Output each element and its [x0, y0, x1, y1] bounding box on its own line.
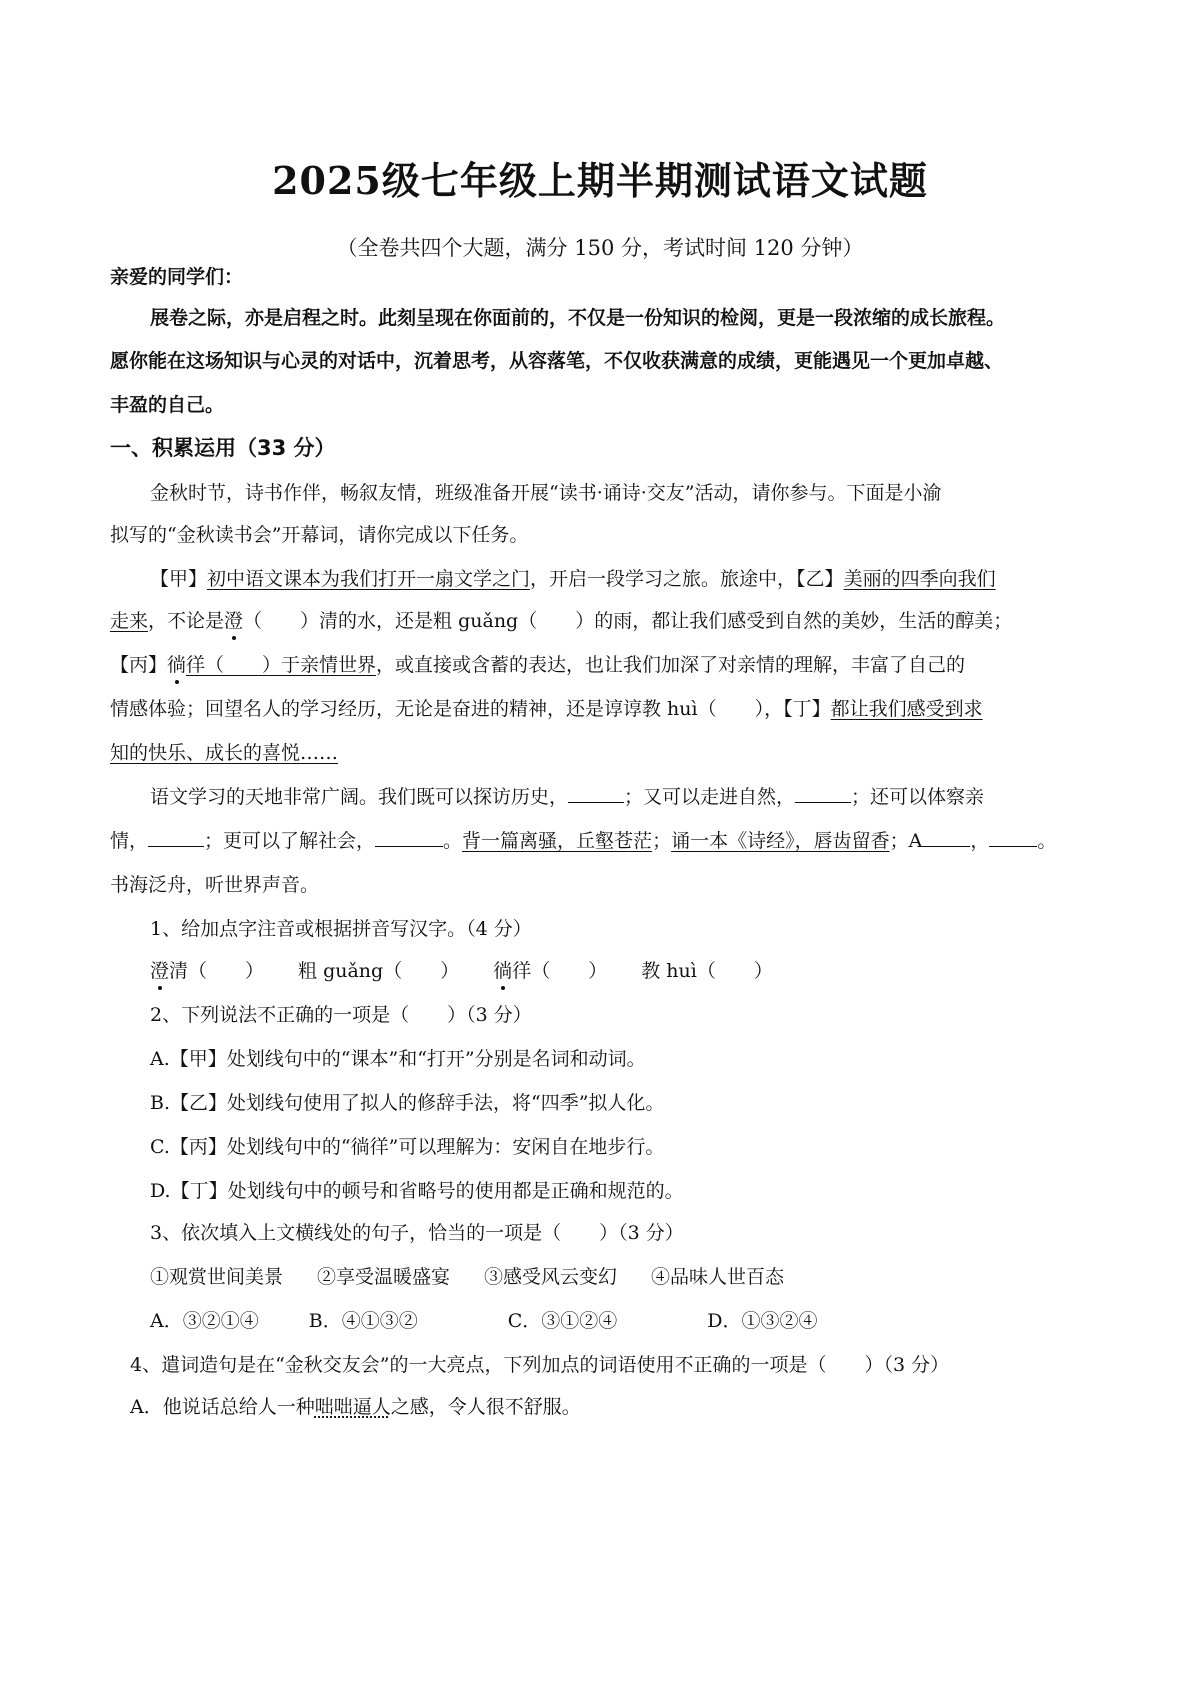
- q2-option-c[interactable]: C.【丙】处划线句中的“徜徉”可以理解为：安闲自在地步行。: [150, 1136, 665, 1158]
- passage-text: ；更可以了解社会，: [204, 830, 376, 852]
- q3-options: [150, 1306, 1140, 1333]
- passage-text: （ ）清的水，还是粗 guǎng（ ）的雨，都让我们感受到自然的美妙，生活的醇美；: [243, 610, 1013, 632]
- underlined-example-1: 背一篇离骚，丘壑苍茫: [462, 830, 653, 852]
- q3-choice: ①观赏世间美景: [150, 1266, 284, 1288]
- passage2-line-2: [110, 826, 1100, 853]
- passage-line-5: [110, 738, 1100, 765]
- q2-option-b[interactable]: B.【乙】处划线句使用了拟人的修辞手法，将“四季”拟人化。: [150, 1092, 665, 1114]
- passage-text: ，: [970, 830, 990, 852]
- question-1-stem: 1、给加点字注音或根据拼音写汉字。（4 分）: [150, 918, 532, 940]
- fill-blank[interactable]: [795, 784, 851, 803]
- underlined-sentence-ding-end: 知的快乐、成长的喜悦……: [110, 742, 339, 764]
- underlined-sentence-jia: 初中语文课本为我们打开一扇文学之门: [207, 568, 531, 590]
- fill-blank[interactable]: [375, 828, 443, 847]
- passage-text: ，开启一段学习之旅。旅途中，: [530, 568, 797, 590]
- passage-text: 。: [443, 830, 463, 852]
- passage-line-3: [110, 650, 1100, 677]
- q3-option-b[interactable]: B．④①③②: [308, 1310, 418, 1332]
- page-title: 2025级七年级上期半期测试语文试题: [272, 158, 928, 203]
- underlined-sentence-yi: 美丽的四季向我们: [843, 568, 996, 590]
- passage-text: ；又可以走进自然，: [624, 786, 796, 808]
- passage-text: ，或直接或含蓄的表达，也让我们加深了对亲情的理解，丰富了自己的: [376, 654, 966, 676]
- passage-text: 。: [1037, 830, 1057, 852]
- question-3-stem: 3、依次填入上文横线处的句子，恰当的一项是（ ）（3 分）: [150, 1222, 684, 1244]
- intro-line-3: 丰盈的自己。: [110, 394, 225, 416]
- marker-ding: 【丁】: [783, 698, 831, 720]
- greeting: 亲爱的同学们：: [110, 266, 244, 288]
- underlined-sentence-yi-end: 走来: [110, 610, 149, 632]
- question-2-stem: 2、下列说法不正确的一项是（ ）（3 分）: [150, 1004, 532, 1026]
- q1-item: 粗 guǎng（ ）: [298, 960, 460, 982]
- section-heading-1: 一、积累运用（33 分）: [110, 436, 336, 460]
- marker-yi: 【乙】: [796, 568, 844, 590]
- dotted-char: 徜: [167, 650, 186, 677]
- passage-text: ，不论是: [148, 610, 225, 632]
- passage-line-2: [110, 606, 1100, 633]
- passage2-line-1: [150, 782, 1140, 809]
- q1-item: 清（ ）: [169, 960, 265, 982]
- q3-choices: [150, 1262, 1140, 1289]
- fill-blank[interactable]: [568, 784, 624, 803]
- fill-blank-a2[interactable]: [989, 828, 1037, 847]
- question-1-items: [150, 956, 1140, 983]
- underlined-example-2: 诵一本《诗经》，唇齿留香: [671, 830, 890, 852]
- q4-option-a[interactable]: [130, 1392, 1120, 1419]
- passage2-line-3: 书海泛舟，听世界声音。: [110, 874, 320, 896]
- q3-choice: ③感受风云变幻: [484, 1266, 618, 1288]
- intro-line-1: 展卷之际，亦是启程之时。此刻呈现在你面前的，不仅是一份知识的检阅，更是一段浓缩的成长旅程。: [150, 307, 1006, 329]
- q1-item: 徉（ ）: [512, 960, 608, 982]
- q2-option-d[interactable]: D.【丁】处划线句中的顿号和省略号的使用都是正确和规范的。: [150, 1180, 684, 1202]
- q3-option-c[interactable]: C．③①②④: [507, 1310, 618, 1332]
- underlined-sentence-ding: 都让我们感受到求: [830, 698, 983, 720]
- dotted-phrase: 咄咄逼人: [314, 1396, 391, 1418]
- passage-line-4: [110, 694, 1100, 721]
- passage-text: ；还可以体察亲: [851, 786, 985, 808]
- passage-text: 语文学习的天地非常广阔。我们既可以探访历史，: [150, 786, 569, 808]
- question-4-stem: 4、遣词造句是在“金秋交友会”的一大亮点，下列加点的词语使用不正确的一项是（ ）（3 分）: [130, 1354, 950, 1376]
- context-line-1: 金秋时节，诗书作伴，畅叙友情，班级准备开展“读书·诵诗·交友”活动，请你参与。下面是小渝: [150, 482, 942, 504]
- q1-item: 教 huì（ ）: [641, 960, 773, 982]
- option-text: 之感，令人很不舒服。: [390, 1396, 581, 1418]
- passage-text: ；: [652, 830, 672, 852]
- passage-text: 徉（ ）于亲情世界: [186, 654, 377, 676]
- passage-line-1: [150, 564, 1140, 591]
- option-text: A．他说话总给人一种: [130, 1396, 315, 1418]
- passage-text: ；A: [889, 830, 923, 852]
- q3-option-a[interactable]: A．③②①④: [150, 1310, 259, 1332]
- dotted-char: 澄: [150, 956, 169, 983]
- intro-line-2: 愿你能在这场知识与心灵的对话中，沉着思考，从容落笔，不仅收获满意的成绩，更能遇见一个更加卓越、: [110, 350, 1004, 372]
- dotted-char: 徜: [493, 956, 512, 983]
- marker-jia: 【甲】: [150, 568, 208, 590]
- context-line-2: 拟写的“金秋读书会”开幕词，请你完成以下任务。: [110, 524, 529, 546]
- q2-option-a[interactable]: A.【甲】处划线句中的“课本”和“打开”分别是名词和动词。: [150, 1048, 646, 1070]
- fill-blank[interactable]: [148, 828, 204, 847]
- fill-blank-a1[interactable]: [922, 828, 970, 847]
- passage-text: 情感体验；回望名人的学习经历，无论是奋进的精神，还是谆谆教 huì（ ），: [110, 698, 784, 720]
- exam-subtitle: （全卷共四个大题，满分 150 分，考试时间 120 分钟）: [336, 236, 864, 260]
- dotted-char: 澄: [224, 606, 243, 633]
- marker-bing: 【丙】: [110, 654, 168, 676]
- q3-choice: ④品味人世百态: [651, 1266, 785, 1288]
- passage-text: 情，: [110, 830, 149, 852]
- q3-choice: ②享受温暖盛宴: [317, 1266, 451, 1288]
- q3-option-d[interactable]: D．①③②④: [707, 1310, 818, 1332]
- underlined-sentence-bing: [167, 654, 376, 676]
